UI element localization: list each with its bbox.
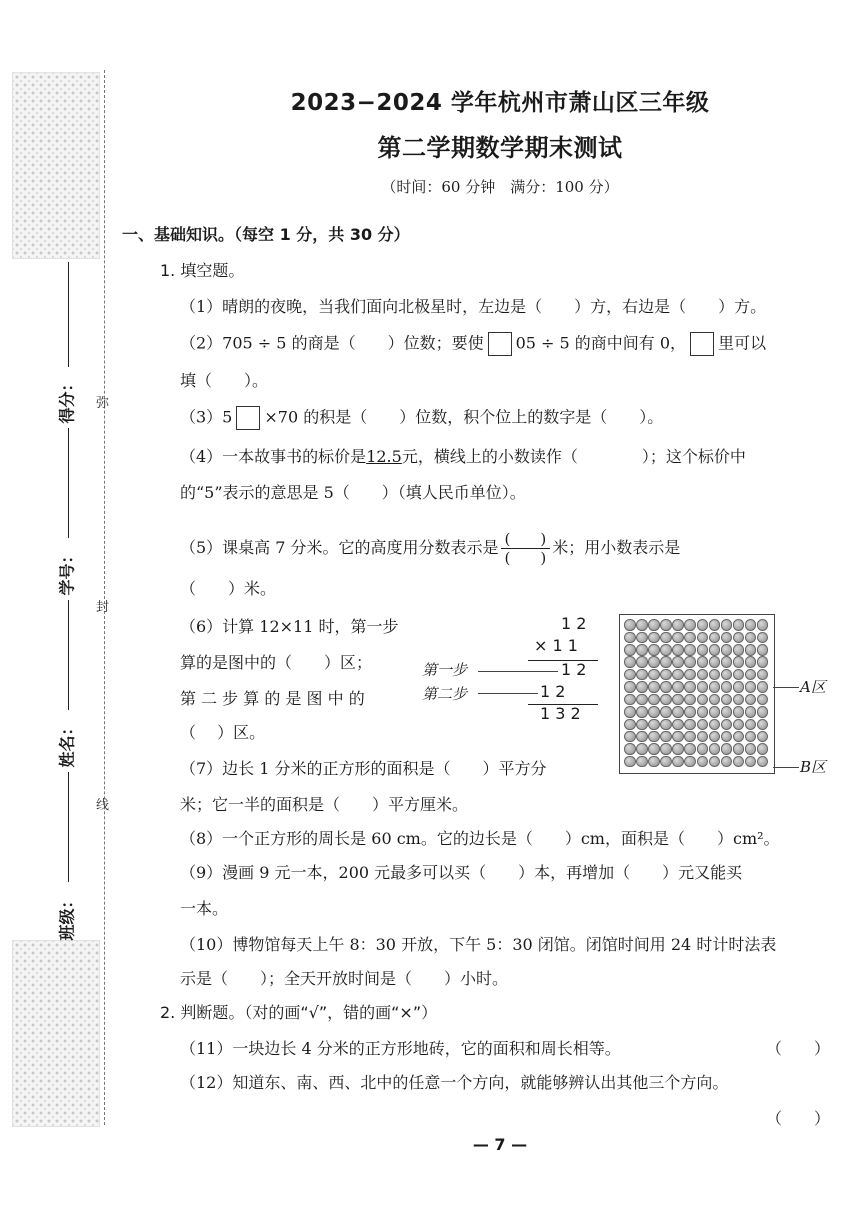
grid-dot xyxy=(697,619,709,631)
grid-dot xyxy=(757,632,769,644)
step-2-label: 第二步 xyxy=(422,685,468,703)
name-label: 姓名： xyxy=(57,719,77,768)
grid-dot xyxy=(648,706,660,718)
grid-dot xyxy=(648,644,660,656)
item-2-cont: 填（ ）。 xyxy=(180,371,269,390)
grid-dot xyxy=(672,756,684,768)
grid-dot xyxy=(733,669,745,681)
grid-dot xyxy=(697,669,709,681)
grid-dot xyxy=(733,743,745,755)
grid-dot xyxy=(709,669,721,681)
grid-dot xyxy=(684,719,696,731)
grid-dot xyxy=(721,681,733,693)
score-label: 得分： xyxy=(57,375,77,424)
grid-dot xyxy=(697,694,709,706)
grid-dot xyxy=(733,756,745,768)
grid-dot xyxy=(733,619,745,631)
item-4-b: 元，横线上的小数读作（ ）；这个标价中 xyxy=(401,447,746,466)
step-1-leader xyxy=(478,671,558,672)
grid-dot xyxy=(733,694,745,706)
item-4-a: （4）一本故事书的标价是 xyxy=(180,447,367,466)
item-2-c: 里可以 xyxy=(718,333,767,353)
title-line-1: 2023−2024 学年杭州市萧山区三年级 xyxy=(290,90,710,116)
grid-dot xyxy=(721,632,733,644)
grid-dot xyxy=(648,632,660,644)
grid-dot xyxy=(745,669,757,681)
b-region-label: B区 xyxy=(800,758,827,776)
grid-dot xyxy=(709,756,721,768)
grid-dot xyxy=(672,644,684,656)
item-10-a: （10）博物馆每天上午 8：30 开放，下午 5：30 闭馆。闭馆时间用 24 时计时法表 xyxy=(180,935,777,954)
item-12: （12）知道东、南、西、北中的任意一个方向，就能够辨认出其他三个方向。 xyxy=(180,1073,729,1092)
grid-dot xyxy=(733,656,745,668)
grid-dot xyxy=(660,694,672,706)
item-10-b: 示是（ ）；全天开放时间是（ ）小时。 xyxy=(180,969,509,988)
grid-dot xyxy=(636,669,648,681)
price-underlined: 12.5 xyxy=(366,447,402,466)
calc-row-1: 1 2 xyxy=(561,614,587,633)
grid-dot xyxy=(672,694,684,706)
grid-dot xyxy=(757,719,769,731)
grid-dot xyxy=(757,619,769,631)
calc-row-4: 1 2 xyxy=(540,682,566,701)
fraction-blank xyxy=(501,530,551,567)
grid-dot xyxy=(660,756,672,768)
grid-dot xyxy=(745,681,757,693)
grid-dot xyxy=(648,743,660,755)
dot-grid-figure xyxy=(619,614,775,774)
grid-dot xyxy=(721,743,733,755)
grid-dot xyxy=(648,694,660,706)
grid-dot xyxy=(636,681,648,693)
grid-dot xyxy=(745,719,757,731)
seal-char-3: 线 xyxy=(96,798,110,813)
grid-dot xyxy=(721,719,733,731)
grid-dot xyxy=(672,743,684,755)
item-12-answer: （ ） xyxy=(766,1109,831,1128)
grid-dot xyxy=(660,731,672,743)
item-8: （8）一个正方形的周长是 60 cm。它的边长是（ ）cm，面积是（ ）cm²。 xyxy=(180,829,780,848)
grid-dot xyxy=(745,731,757,743)
grid-dot xyxy=(709,681,721,693)
grid-dot xyxy=(757,731,769,743)
item-6-c: 第 二 步 算 的 是 图 中 的 xyxy=(180,689,365,708)
grid-dot xyxy=(745,644,757,656)
grid-dot xyxy=(745,756,757,768)
exam-meta: （时间：60 分钟 满分：100 分） xyxy=(381,178,619,196)
blank-box xyxy=(488,332,512,356)
grid-dot xyxy=(709,719,721,731)
grid-dot xyxy=(733,644,745,656)
item-5-b: 米；用小数表示是 xyxy=(552,538,681,557)
grid-dot xyxy=(745,656,757,668)
q1-heading: 1. 填空题。 xyxy=(160,261,245,280)
grid-dot xyxy=(660,619,672,631)
item-5-a: （5）课桌高 7 分米。它的高度用分数表示是 xyxy=(180,538,499,557)
item-5 xyxy=(180,530,680,567)
score-rule xyxy=(68,262,69,367)
grid-dot xyxy=(757,694,769,706)
grid-dot xyxy=(636,743,648,755)
grid-dot xyxy=(648,756,660,768)
grid-dot xyxy=(684,669,696,681)
item-5-cont: （ ）米。 xyxy=(180,579,277,598)
grid-dot xyxy=(757,681,769,693)
a-region-label: A区 xyxy=(800,678,826,696)
blank-box xyxy=(690,332,714,356)
item-4-cont: 的“5”表示的意思是 5（ ）（填人民币单位）。 xyxy=(180,483,526,502)
grid-dot xyxy=(648,669,660,681)
grid-dot xyxy=(757,669,769,681)
grid-dot xyxy=(660,719,672,731)
page-number: — 7 — xyxy=(472,1135,528,1154)
grid-dot xyxy=(757,706,769,718)
grid-dot xyxy=(684,656,696,668)
grid-dot xyxy=(672,731,684,743)
item-3-a: （3）5 xyxy=(180,407,233,427)
grid-dot xyxy=(709,619,721,631)
grid-dot xyxy=(745,706,757,718)
item-7-a: （7）边长 1 分米的正方形的面积是（ ）平方分 xyxy=(180,759,547,778)
item-2 xyxy=(180,332,766,356)
grid-dot xyxy=(624,694,636,706)
grid-dot xyxy=(624,731,636,743)
seal-char-1: 弥 xyxy=(96,396,110,411)
grid-dot xyxy=(624,719,636,731)
grid-dot xyxy=(733,706,745,718)
grid-dot xyxy=(721,694,733,706)
section1-heading: 一、基础知识。（每空 1 分，共 30 分） xyxy=(122,225,410,244)
grid-dot xyxy=(721,644,733,656)
fraction-denominator: ( ) xyxy=(504,549,547,567)
grid-dot xyxy=(684,619,696,631)
step-2-leader xyxy=(478,693,538,694)
grid-dot xyxy=(709,656,721,668)
grid-dot xyxy=(636,656,648,668)
grid-dot xyxy=(672,619,684,631)
grid-dot xyxy=(660,632,672,644)
grid-dot xyxy=(721,669,733,681)
grid-dot xyxy=(733,731,745,743)
grid-dot xyxy=(624,743,636,755)
number-label: 学号： xyxy=(57,547,77,596)
grid-dot xyxy=(697,632,709,644)
grid-dot xyxy=(636,619,648,631)
binding-margin xyxy=(0,0,110,1207)
grid-dot xyxy=(684,731,696,743)
grid-dot xyxy=(697,644,709,656)
item-9-a: （9）漫画 9 元一本，200 元最多可以买（ ）本，再增加（ ）元又能买 xyxy=(180,863,743,882)
grid-dot xyxy=(709,743,721,755)
grid-dot xyxy=(648,681,660,693)
item-3-b: ×70 的积是（ ）位数，积个位上的数字是（ ）。 xyxy=(264,407,664,427)
grid-dot xyxy=(709,694,721,706)
grid-dot xyxy=(757,743,769,755)
grid-dot xyxy=(660,669,672,681)
grid-dot xyxy=(648,656,660,668)
step-1-label: 第一步 xyxy=(422,661,468,679)
grid-dot xyxy=(721,756,733,768)
class-label: 班级： xyxy=(57,892,77,941)
grid-dot xyxy=(684,694,696,706)
fraction-numerator: ( ) xyxy=(501,530,551,549)
grid-dot xyxy=(709,731,721,743)
item-6-d: （ ）区。 xyxy=(180,723,266,742)
calc-row-2: × 1 1 xyxy=(534,636,578,655)
grid-dot xyxy=(672,656,684,668)
calc-row-5: 1 3 2 xyxy=(540,704,581,723)
item-2-a: （2）705 ÷ 5 的商是（ ）位数；要使 xyxy=(180,333,484,353)
grid-dot xyxy=(697,681,709,693)
item-11: （11）一块边长 4 分米的正方形地砖，它的面积和周长相等。 xyxy=(180,1039,621,1058)
grid-dot xyxy=(636,644,648,656)
grid-dot xyxy=(624,619,636,631)
item-6-b: 算的是图中的（ ）区； xyxy=(180,653,373,672)
grid-dot xyxy=(672,706,684,718)
grid-dot xyxy=(745,743,757,755)
item-4 xyxy=(180,446,746,468)
item-1: （1）晴朗的夜晚，当我们面向北极星时，左边是（ ）方，右边是（ ）方。 xyxy=(180,297,767,316)
grid-dot xyxy=(745,619,757,631)
title-line-2: 第二学期数学期末测试 xyxy=(377,134,623,162)
grid-dot xyxy=(697,743,709,755)
grid-dot xyxy=(684,756,696,768)
grid-dot xyxy=(660,743,672,755)
grid-dot xyxy=(660,681,672,693)
grid-dot xyxy=(624,632,636,644)
grid-dot xyxy=(672,632,684,644)
grid-dot xyxy=(757,656,769,668)
grid-dot xyxy=(636,731,648,743)
grid-dot xyxy=(709,644,721,656)
grid-dot xyxy=(636,694,648,706)
grid-dot xyxy=(624,756,636,768)
grid-dot xyxy=(648,731,660,743)
grid-dot xyxy=(684,644,696,656)
grid-dot xyxy=(624,644,636,656)
grid-dot xyxy=(733,719,745,731)
number-rule xyxy=(68,428,69,538)
seal-char-2: 封 xyxy=(96,600,110,615)
grid-dot xyxy=(648,619,660,631)
grid-dot xyxy=(757,756,769,768)
name-rule xyxy=(68,600,69,710)
grid-dot xyxy=(745,632,757,644)
grid-dot xyxy=(660,644,672,656)
grid-dot xyxy=(697,706,709,718)
grid-dot xyxy=(672,681,684,693)
item-7-b: 米；它一半的面积是（ ）平方厘米。 xyxy=(180,795,469,814)
item-2-b: 05 ÷ 5 的商中间有 0， xyxy=(515,333,687,353)
grid-dot xyxy=(636,632,648,644)
grid-dot xyxy=(624,681,636,693)
grid-dot xyxy=(709,632,721,644)
grid-dot xyxy=(721,706,733,718)
grid-dot xyxy=(684,743,696,755)
grid-dot xyxy=(684,681,696,693)
class-rule xyxy=(68,772,69,882)
grid-dot xyxy=(672,669,684,681)
grid-dot xyxy=(721,731,733,743)
item-11-answer: （ ） xyxy=(766,1039,831,1058)
grid-dot xyxy=(624,656,636,668)
item-9-b: 一本。 xyxy=(180,899,229,918)
grid-dot xyxy=(636,719,648,731)
grid-dot xyxy=(636,756,648,768)
grid-dot xyxy=(660,656,672,668)
binding-pattern-bottom xyxy=(12,940,100,1127)
q2-heading: 2. 判断题。（对的画“√”，错的画“×”） xyxy=(160,1003,438,1022)
grid-dot xyxy=(672,719,684,731)
grid-dot xyxy=(684,706,696,718)
binding-pattern-top xyxy=(12,72,100,259)
b-region-leader xyxy=(773,767,799,768)
grid-dot xyxy=(709,706,721,718)
grid-dot xyxy=(697,731,709,743)
calc-row-3: 1 2 xyxy=(561,660,587,679)
grid-dot xyxy=(624,669,636,681)
grid-dot xyxy=(660,706,672,718)
grid-dot xyxy=(721,619,733,631)
item-6-a: （6）计算 12×11 时，第一步 xyxy=(180,617,399,636)
grid-dot xyxy=(721,656,733,668)
blank-box xyxy=(236,406,260,430)
grid-dot xyxy=(636,706,648,718)
grid-dot xyxy=(684,632,696,644)
item-3 xyxy=(180,406,663,430)
grid-dot xyxy=(697,656,709,668)
grid-dot xyxy=(624,706,636,718)
grid-dot xyxy=(733,681,745,693)
a-region-leader xyxy=(773,687,799,688)
grid-dot xyxy=(745,694,757,706)
grid-dot xyxy=(648,719,660,731)
grid-dot xyxy=(733,632,745,644)
grid-dot xyxy=(757,644,769,656)
grid-dot xyxy=(697,756,709,768)
grid-dot xyxy=(697,719,709,731)
